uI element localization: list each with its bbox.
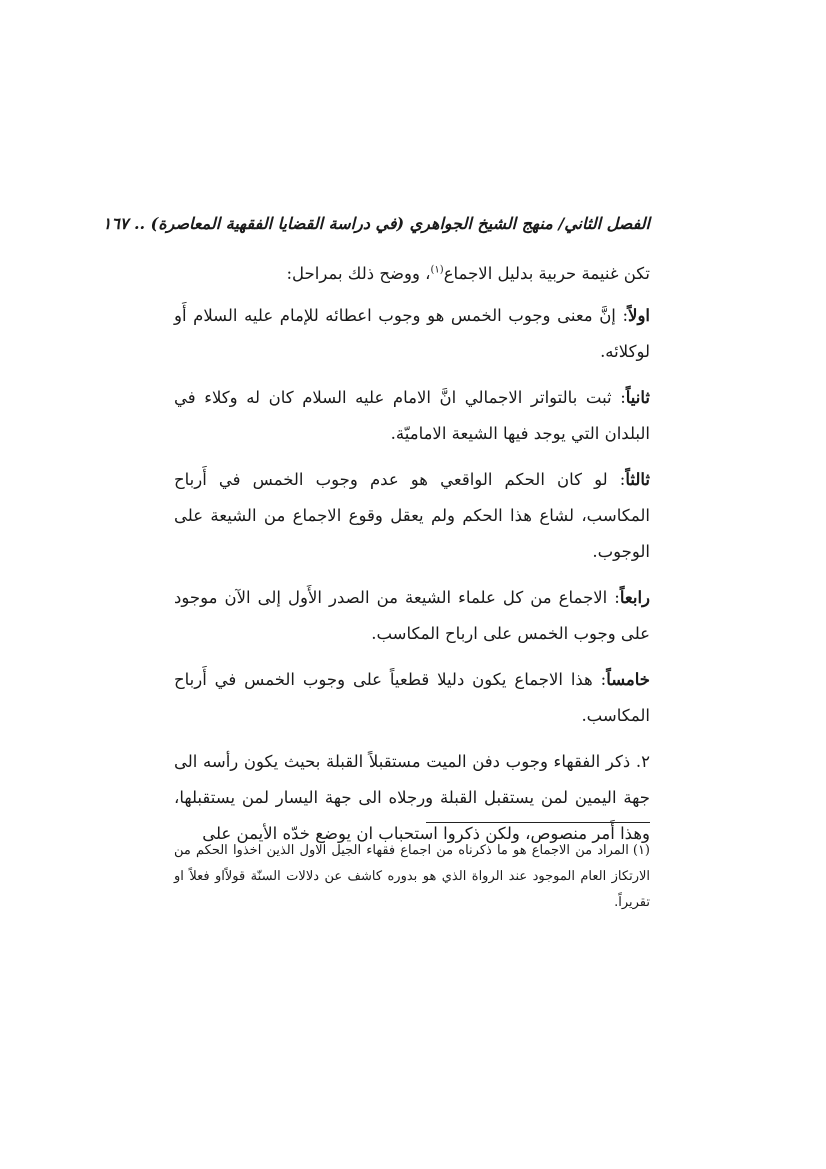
numbered-paragraph-2 bbox=[174, 744, 650, 852]
footnote bbox=[174, 838, 650, 916]
point-text: : الاجماع من كل علماء الشيعة من الصدر الأَول إلى الآن موجود على وجوب الخمس على ارباح المكاسب. bbox=[174, 588, 650, 643]
point-label: خامساً bbox=[606, 670, 650, 689]
footnote-text: المراد من الاجماع هو ما ذكرناه من اجماع فقهاء الجيل الاول الذين اخذوا الحكم من الارتكاز العام الموجود عند الرواة الذي هو بدوره كاشف عن دلالات السنّة قولاًاو فعلاً او تقريراً. bbox=[174, 843, 650, 910]
point-text: : ثبت بالتواتر الاجمالي انَّ الامام عليه السلام كان له وكلاء في البلدان التي يوجد فيها الشيعة الاماميّة. bbox=[174, 388, 650, 443]
point-label: ثالثاً bbox=[625, 470, 650, 489]
point-paragraph-3 bbox=[174, 462, 650, 570]
chapter-title: الفصل الثاني/ منهج الشيخ الجواهري (في دراسة القضايا الفقهية المعاصرة) bbox=[150, 214, 650, 233]
page-number: ١٦٧ bbox=[102, 214, 129, 233]
paragraph-text: ٢. ذكر الفقهاء وجوب دفن الميت مستقبلاً القبلة بحيث يكون رأسه الى جهة اليمين لمن يستقبل القبلة ورجلاه الى جهة اليسار لمن يستقبلها، وهذا أَمر منصوص، ولكن ذكروا استحباب ان يوضع خدّه الأيمن على bbox=[174, 752, 650, 843]
point-label: رابعاً bbox=[619, 588, 650, 607]
point-label: ثانياً bbox=[625, 388, 650, 407]
intro-text: تكن غنيمة حربية بدليل الاجماع bbox=[443, 264, 650, 283]
running-header bbox=[102, 210, 650, 238]
footnote-label: (١) bbox=[632, 843, 650, 858]
point-paragraph-4 bbox=[174, 580, 650, 652]
footnote-divider bbox=[426, 822, 650, 823]
point-paragraph-5 bbox=[174, 662, 650, 734]
point-text: : هذا الاجماع يكون دليلا قطعياً على وجوب الخمس في أَرباح المكاسب. bbox=[174, 670, 650, 725]
header-separator: .. bbox=[128, 214, 151, 233]
point-text: : لو كان الحكم الواقعي هو عدم وجوب الخمس في أَرباح المكاسب، لشاع هذا الحكم ولم يعقل وقوع الاجماع من الشيعة على الوجوب. bbox=[174, 470, 650, 561]
footnote-reference[interactable]: (١) bbox=[430, 264, 444, 276]
body-text bbox=[174, 256, 650, 862]
point-paragraph-1 bbox=[174, 298, 650, 370]
intro-paragraph bbox=[174, 256, 650, 292]
point-label: اولاً bbox=[628, 306, 650, 325]
intro-text-continued: ، ووضح ذلك بمراحل: bbox=[286, 264, 431, 283]
point-text: : إنَّ معنى وجوب الخمس هو وجوب اعطائه للإمام عليه السلام أَو لوكلائه. bbox=[174, 306, 650, 361]
point-paragraph-2 bbox=[174, 380, 650, 452]
